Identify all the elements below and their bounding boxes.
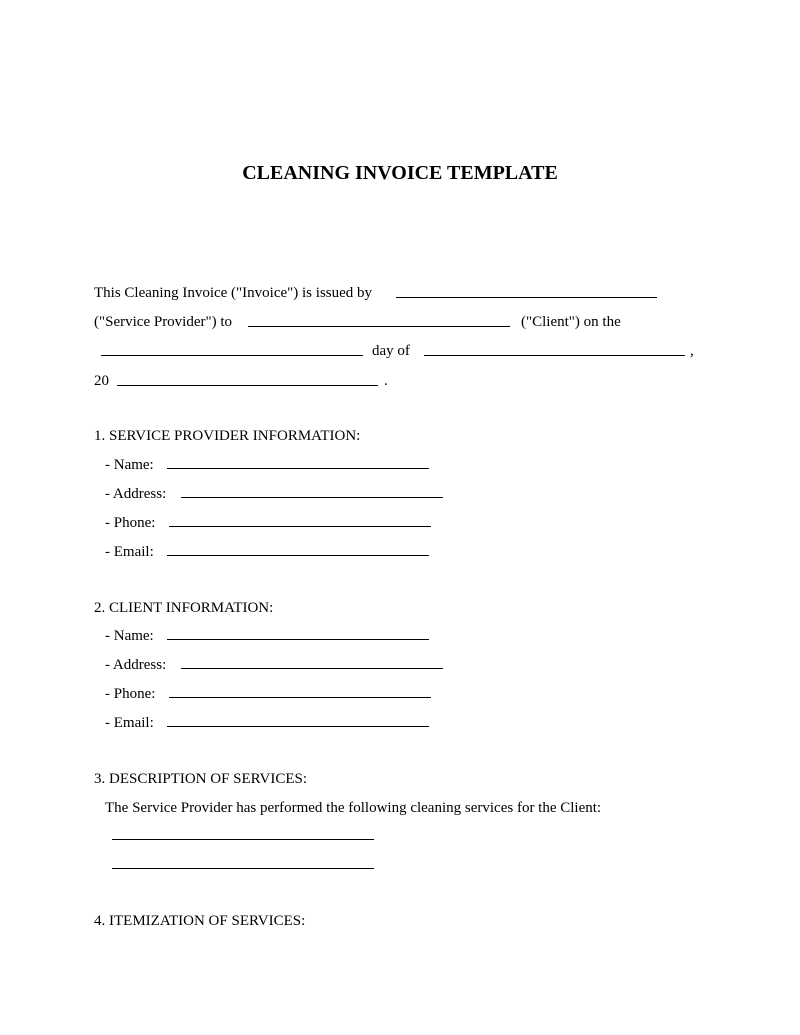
provider-address-label: - Address: bbox=[105, 486, 167, 502]
provider-phone-field[interactable] bbox=[169, 526, 431, 527]
services-line-1[interactable] bbox=[112, 839, 374, 840]
section-provider-heading: 1. SERVICE PROVIDER INFORMATION: bbox=[94, 428, 361, 444]
intro-year-prefix: 20 bbox=[94, 373, 109, 389]
page-title: CLEANING INVOICE TEMPLATE bbox=[242, 162, 558, 184]
service-provider-blank[interactable] bbox=[396, 297, 657, 298]
provider-address-field[interactable] bbox=[181, 497, 443, 498]
intro-period: . bbox=[384, 373, 388, 389]
client-phone-field[interactable] bbox=[169, 697, 431, 698]
section-services-heading: 3. DESCRIPTION OF SERVICES: bbox=[94, 771, 307, 787]
intro-day-of: day of bbox=[372, 343, 410, 359]
year-blank[interactable] bbox=[117, 385, 378, 386]
client-name-label: - Name: bbox=[105, 628, 154, 644]
client-email-label: - Email: bbox=[105, 715, 154, 731]
provider-name-field[interactable] bbox=[167, 468, 429, 469]
client-blank[interactable] bbox=[248, 326, 510, 327]
client-name-field[interactable] bbox=[167, 639, 429, 640]
section-client-heading: 2. CLIENT INFORMATION: bbox=[94, 600, 274, 616]
provider-email-label: - Email: bbox=[105, 544, 154, 560]
client-email-field[interactable] bbox=[167, 726, 429, 727]
client-address-field[interactable] bbox=[181, 668, 443, 669]
services-line-2[interactable] bbox=[112, 868, 374, 869]
provider-email-field[interactable] bbox=[167, 555, 429, 556]
month-blank[interactable] bbox=[424, 355, 685, 356]
intro-service-provider-label: ("Service Provider") to bbox=[94, 314, 233, 330]
client-address-label: - Address: bbox=[105, 657, 167, 673]
client-phone-label: - Phone: bbox=[105, 686, 156, 702]
intro-line-1: This Cleaning Invoice ("Invoice") is issued by bbox=[94, 285, 373, 301]
intro-client-label: ("Client") on the bbox=[521, 314, 621, 330]
section-itemization-heading: 4. ITEMIZATION OF SERVICES: bbox=[94, 913, 306, 929]
intro-comma: , bbox=[690, 343, 694, 359]
provider-phone-label: - Phone: bbox=[105, 515, 156, 531]
day-blank[interactable] bbox=[101, 355, 363, 356]
services-description-text: The Service Provider has performed the following cleaning services for the Client: bbox=[105, 800, 602, 816]
provider-name-label: - Name: bbox=[105, 457, 154, 473]
